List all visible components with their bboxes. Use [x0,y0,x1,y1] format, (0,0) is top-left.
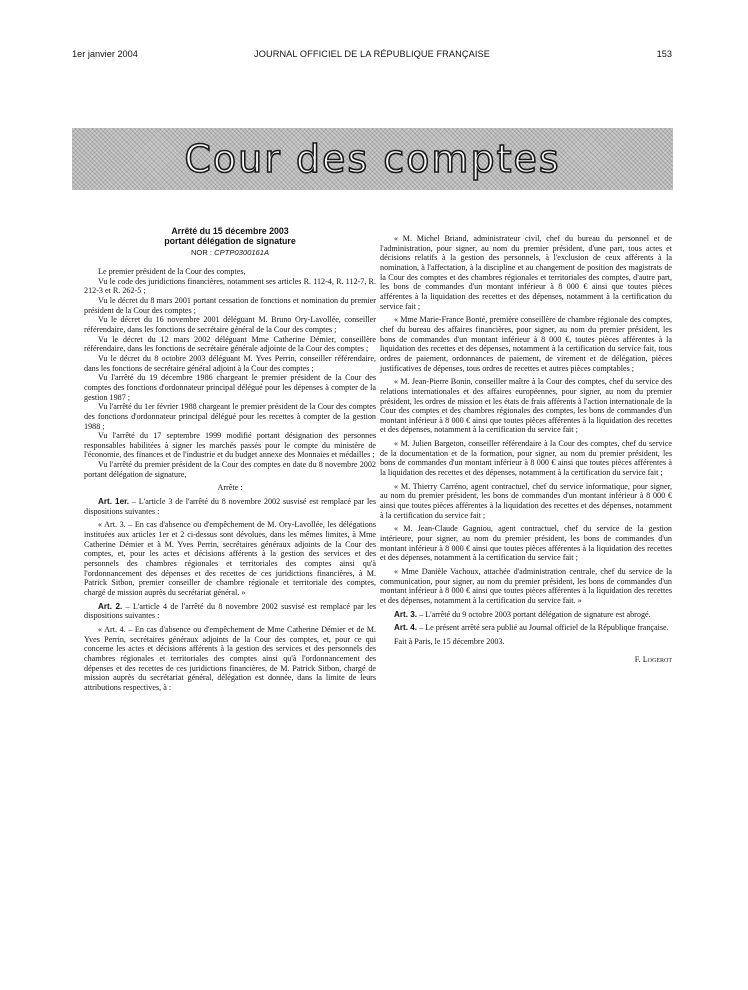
decree-subtitle: portant délégation de signature [164,236,296,246]
right-body [380,234,672,664]
left-column [84,226,376,693]
paragraph: « M. Jean-Claude Gagniou, agent contractuel, chef du service de la gestion intérieure, pour signer, au nom du premier président, les bons de commandes d'un montant inférieur à 8 000 € ainsi que toutes pièces afférentes à la liquidation des recettes et des dépenses, notamment à la certification du service fait ; [380,524,672,563]
article-label: Art. 2. [98,601,123,611]
paragraph: Vu l'arrêté du premier président de la Cour des comptes en date du 8 novembre 2002 portant délégation de signature, [84,460,376,479]
paragraph: « Mme Marie-France Bonté, première conseillère de chambre régionale des comptes, chef du bureau des affaires financières, pour signer, au nom du premier président, les bons de commandes d'un montant inférieur à 8 000 €, toutes pièces afférentes à la liquidation des recettes et des dépenses, notamment à la certification du service fait, tous ordres de paiement, ordonnances de paiement, de virement et de délégation, pièces justificatives de dépenses, tous ordres de recettes et autres pièces comptables ; [380,315,672,373]
signature: F. Logerot [634,654,672,664]
article-label: Art. 1er. [98,497,130,507]
article-paragraph [380,610,672,620]
enacting-clause: Arrête : [217,483,243,493]
article-paragraph [84,497,376,516]
paragraph: « M. Jean-Pierre Bonin, conseiller maître à la Cour des comptes, chef du service des relations internationales et des affaires européennes, pour signer, au nom du premier président, les ordres de mission et les états de frais afférents à l'action internationale de la Cour des comptes et des chambres régionales des comptes, les bons de commandes d'un montant inférieur à 8 000 € ainsi que toutes pièces afférentes à la liquidation des recettes et des dépenses, notamment à la certification du service fait ; [380,377,672,435]
paragraph: Vu le décret du 8 octobre 2003 déléguant M. Yves Perrin, conseiller référendaire, dans les fonctions de secrétaire général adjoint à la Cour des comptes ; [84,353,376,373]
journal-title: JOURNAL OFFICIEL DE LA RÉPUBLIQUE FRANÇAISE [254,49,490,59]
paragraph: « M. Thierry Carréno, agent contractuel, chef du service informatique, pour signer, au nom du premier président, les bons de commandes d'un montant inférieur à 8 000 € ainsi que toutes pièces afférentes à la liquidation des recettes et des dépenses, notamment à la certification du service fait ; [380,481,672,520]
article-label: Art. 4. [394,623,418,633]
header-date: 1er janvier 2004 [72,49,138,59]
paragraph: Fait à Paris, le 15 décembre 2003. [394,636,505,646]
article-text: – L'article 4 de l'arrêté du 8 novembre 2002 susvisé est remplacé par les dispositions suivantes : [84,601,376,621]
paragraph: « M. Michel Briand, administrateur civil, chef du bureau du personnel et de l'administration, pour signer, au nom du premier président, d'une part, tous actes et décisions relatifs à la gestion des personnels, à l'exclusion de ceux afférents à la nomination, à l'affectation, à la discipline et au changement de position des magistrats de la Cour des comptes et des chambres régionales et territoriales des comptes, d'autre part, les bons de commandes d'un montant inférieur à 8 000 € ainsi que toutes pièces afférentes à la liquidation des recettes et des dépenses, notamment à la certification du service fait ; [380,234,672,311]
right-column [380,230,672,664]
article-text: – L'article 3 de l'arrêté du 8 novembre 2002 susvisé est remplacé par les dispositions suivantes : [84,497,376,516]
paragraph: Vu le décret du 16 novembre 2001 déléguant M. Bruno Ory-Lavollée, conseiller référendaire, dans les fonctions de secrétaire général de la Cour des comptes ; [84,315,376,334]
decree-title: Arrêté du 15 décembre 2003 [171,226,289,236]
article-text: – L'arrêté du 9 octobre 2003 portant délégation de signature est abrogé. [417,609,651,619]
decree-title-block [84,226,376,258]
paragraph: Vu l'arrêté du 17 septembre 1999 modifié portant désignation des personnes responsables habilitées à signer les marchés passés pour le compte du ministère de l'économie, des finances et de l'industrie et du budget annexe des Monnaies et médailles ; [84,431,376,460]
paragraph: Vu l'arrêté du 19 décembre 1986 chargeant le premier président de la Cour des comptes des fonctions d'ordonnateur principal délégué pour les dépenses à compter de la gestion 1987 ; [84,373,376,402]
page-header [72,49,672,63]
paragraph: Vu le code des juridictions financières, notamment ses articles R. 112-4, R. 112-7, R. 212-3 et R. 262-5 ; [84,276,376,296]
paragraph: « Art. 4. – En cas d'absence ou d'empêchement de Mme Catherine Démier et de M. Yves Perrin, secrétaires généraux adjoints de la Cour des comptes, et, pour ce qui concerne les actes et décisions afférents à la gestion des services et des personnels des chambres régionales et territoriales des comptes ainsi qu'à l'ordonnancement des dépenses et des recettes de ces juridictions financières, de M. Patrick Sitbon, chargé de mission auprès du secrétariat général, délégation est donnée, dans la limite de leurs attributions respectives, à : [84,624,376,692]
paragraph: « Mme Danièle Vachoux, attachée d'administration centrale, chef du service de la communication, pour signer, au nom du premier président, les bons de commandes d'un montant inférieur à 8 000 € ainsi que toutes pièces afférentes à la liquidation des recettes et des dépenses, notamment à la certification du service fait. » [380,567,672,605]
nor-label: NOR : [190,248,213,257]
paragraph: Vu le décret du 12 mars 2002 déléguant Mme Catherine Démier, conseillère référendaire, dans les fonctions de secrétaire générale adjointe de la Cour des comptes ; [84,334,376,354]
paragraph: Le premier président de la Cour des comptes, [98,267,246,276]
paragraph: Vu le décret du 8 mars 2001 portant cessation de fonctions et nomination du premier président de la Cour des comptes ; [84,295,376,315]
article-paragraph [84,602,376,621]
page-number: 153 [656,49,672,59]
nor-code: CPTP0300161A [214,248,270,257]
article-label: Art. 3. [394,609,418,619]
paragraph: « M. Julien Bargeton, conseiller référendaire à la Cour des comptes, chef du service de la documentation et de la formation, pour signer, au nom du premier président, les bons de commandes d'un montant inférieur à 8 000 € ainsi que toutes pièces afférentes à la liquidation des recettes et des dépenses, notamment à la certification du service fait ; [380,439,672,478]
left-body [84,267,376,693]
paragraph: « Art. 3. – En cas d'absence ou d'empêchement de M. Ory-Lavollée, les délégations instituées aux articles 1er et 2 ci-dessus sont dévolues, dans les mêmes limites, à Mme Catherine Démier et à M. Yves Perrin, secrétaires généraux adjoints de la Cour des comptes, et, pour les actes et décisions afférents à la gestion des services et des personnels des chambres régionales et territoriales des comptes ainsi qu'à l'ordonnancement des dépenses et des recettes de ces juridictions financières, à M. Patrick Sitbon, premier conseiller de chambre régionale et territoriale des comptes, chargé de mission auprès du secrétariat général. » [84,520,376,597]
article-paragraph [380,623,672,633]
nor-reference [84,247,376,258]
section-title: Cour des comptes [184,137,561,181]
article-text: – Le présent arrêté sera publié au Journal officiel de la République française. [417,623,669,633]
section-banner [72,128,673,190]
paragraph: Vu l'arrêté du 1er février 1988 chargeant le premier président de la Cour des comptes des fonctions d'ordonnateur principal délégué pour les recettes à compter de la gestion 1988 ; [84,402,376,431]
